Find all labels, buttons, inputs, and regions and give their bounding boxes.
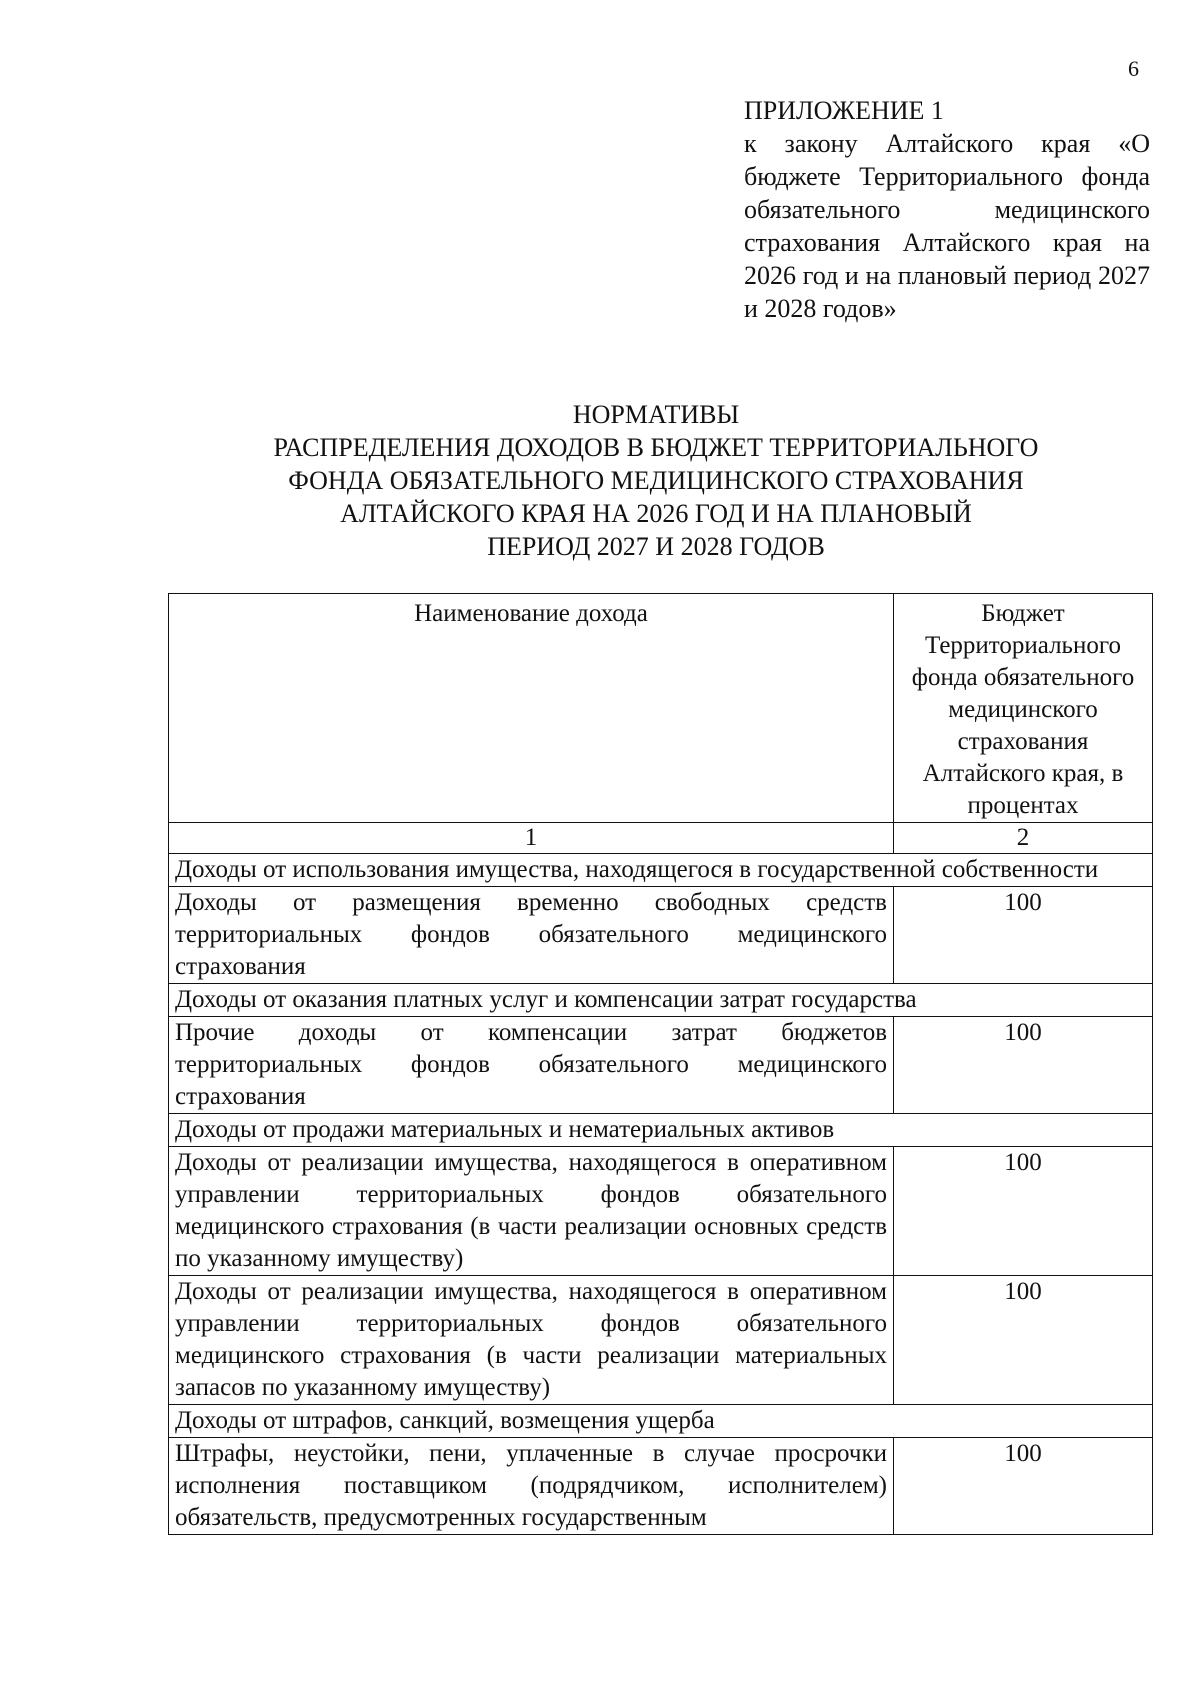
income-name: Доходы от реализации имущества, находящегося в оперативном управлении территориальных фондов обязательного медицинского страхования (в части реализации материальных запасов по указанному имуществу): [169, 1276, 894, 1405]
table-row: [169, 1147, 1153, 1276]
income-percent: 100: [894, 1276, 1153, 1405]
table-row: [169, 1276, 1153, 1405]
header-income-name: Наименование дохода: [169, 594, 894, 823]
title-line: АЛТАЙСКОГО КРАЯ НА 2026 ГОД И НА ПЛАНОВЫЙ: [340, 499, 972, 528]
group-name: Доходы от штрафов, санкций, возмещения ущерба: [169, 1405, 1153, 1438]
group-name: Доходы от оказания платных услуг и компенсации затрат государства: [169, 984, 1153, 1017]
income-name: Прочие доходы от компенсации затрат бюджетов территориальных фондов обязательного медицинского страхования: [169, 1017, 894, 1114]
appendix-title: ПРИЛОЖЕНИЕ 1: [744, 96, 944, 125]
header-budget-percent: Бюджет Территориального фонда обязательного медицинского страхования Алтайского края, в процентах: [894, 594, 1153, 823]
title-line: РАСПРЕДЕЛЕНИЯ ДОХОДОВ В БЮДЖЕТ ТЕРРИТОРИАЛЬНОГО: [273, 433, 1039, 462]
income-name: Доходы от реализации имущества, находящегося в оперативном управлении территориальных фондов обязательного медицинского страхования (в части реализации основных средств по указанному имуществу): [169, 1147, 894, 1276]
table-group-row: [169, 1114, 1153, 1147]
column-number-row: [169, 823, 1153, 854]
group-name: Доходы от продажи материальных и нематериальных активов: [169, 1114, 1153, 1147]
column-number: 2: [894, 823, 1153, 854]
income-name: Штрафы, неустойки, пени, уплаченные в случае просрочки исполнения поставщиком (подрядчиком, исполнителем) обязательств, предусмотренных государственным: [169, 1438, 894, 1535]
table-header-row: [169, 594, 1153, 823]
income-percent: 100: [894, 887, 1153, 984]
income-percent: 100: [894, 1017, 1153, 1114]
group-name: Доходы от использования имущества, находящегося в государственной собственности: [169, 854, 1153, 887]
table-group-row: [169, 854, 1153, 887]
income-percent: 100: [894, 1147, 1153, 1276]
income-percent: 100: [894, 1438, 1153, 1535]
appendix-block: [744, 94, 1150, 325]
title-line: НОРМАТИВЫ: [572, 400, 740, 429]
title-line: ПЕРИОД 2027 И 2028 ГОДОВ: [487, 532, 825, 561]
norms-table: [168, 593, 1153, 1535]
document-title: [160, 398, 1152, 563]
appendix-text: к закону Алтайского края «О бюджете Территориального фонда обязательного медицинского страхования Алтайского края на 2026 год и на плановый период 2027 и 2028 годов»: [744, 129, 1150, 323]
table-row: [169, 1017, 1153, 1114]
page-number: 6: [1128, 56, 1139, 81]
title-line: ФОНДА ОБЯЗАТЕЛЬНОГО МЕДИЦИНСКОГО СТРАХОВАНИЯ: [288, 466, 1024, 495]
table-row: [169, 887, 1153, 984]
table-group-row: [169, 1405, 1153, 1438]
table-row: [169, 1438, 1153, 1535]
column-number: 1: [169, 823, 894, 854]
income-name: Доходы от размещения временно свободных средств территориальных фондов обязательного медицинского страхования: [169, 887, 894, 984]
table-group-row: [169, 984, 1153, 1017]
